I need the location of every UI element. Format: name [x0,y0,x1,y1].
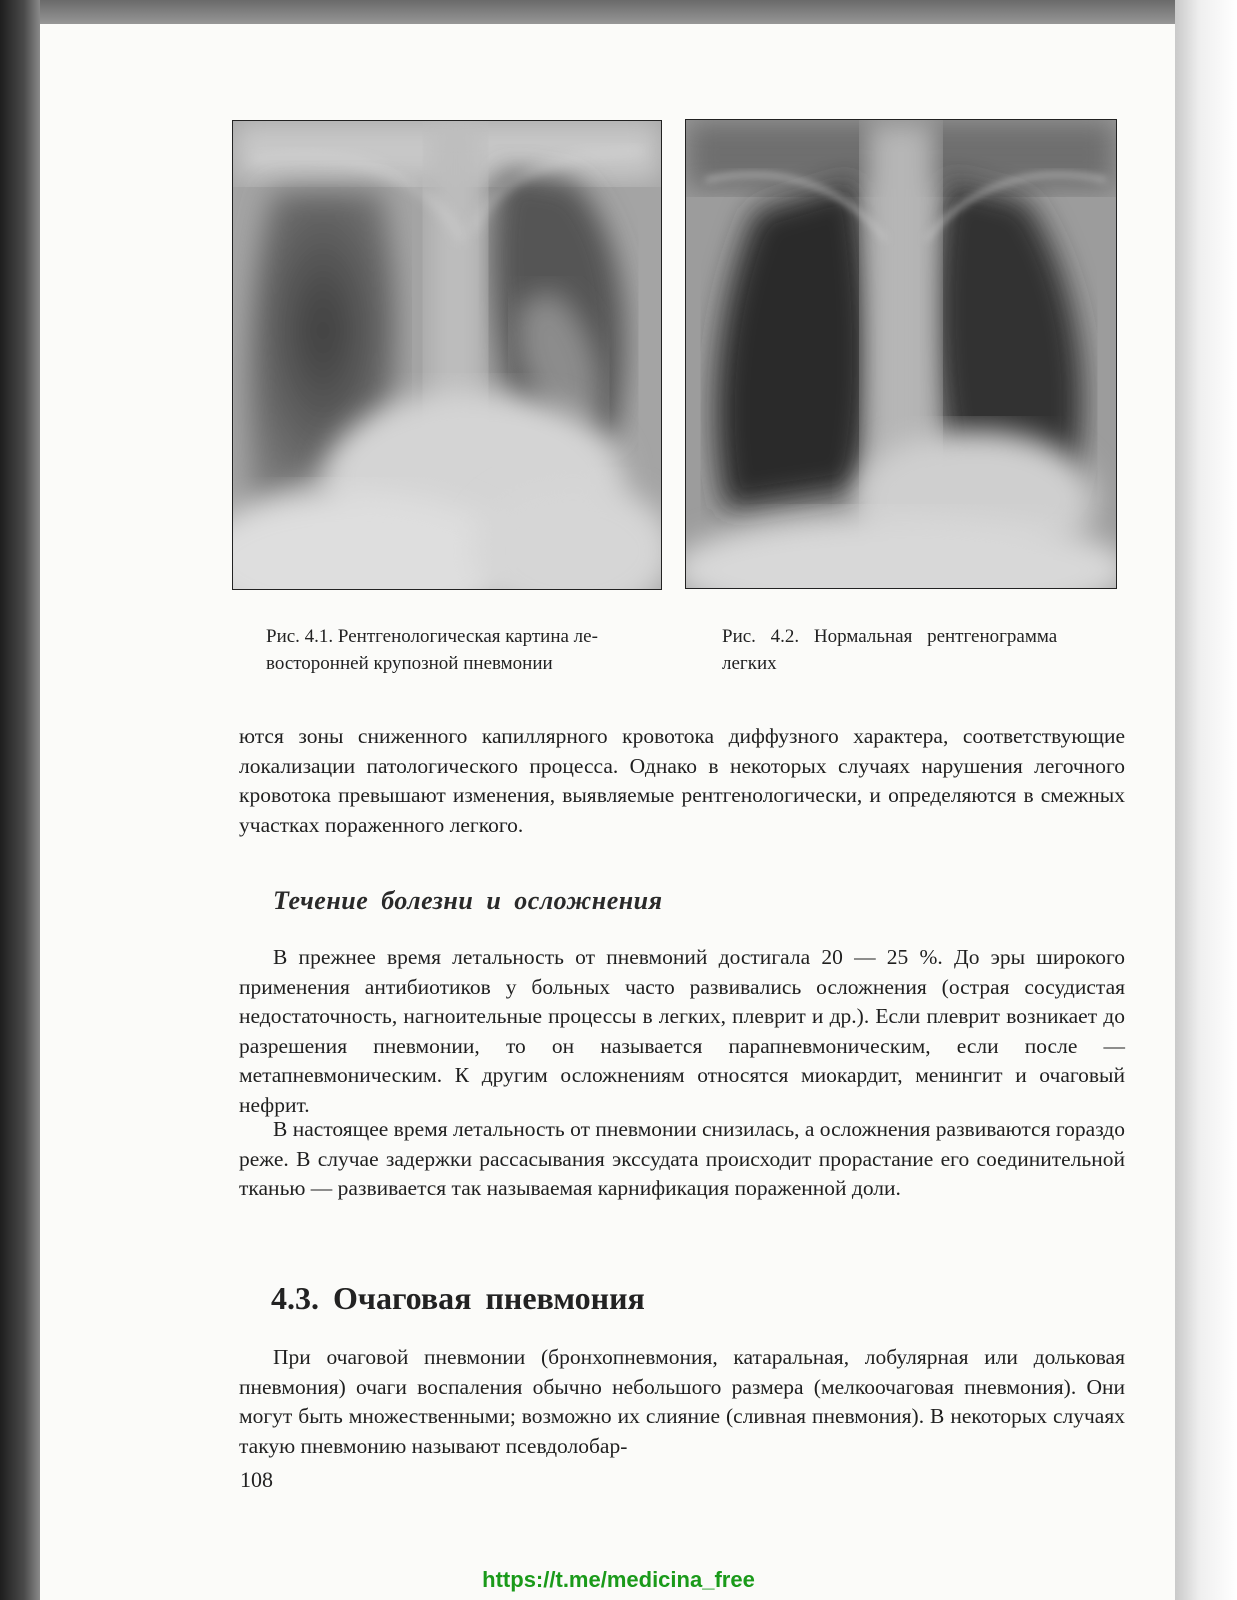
footer-link[interactable]: https://t.me/medicina_free [482,1567,755,1592]
subsection-title: Течение болезни и осложнения [273,886,663,915]
figure-4-2-caption: Рис. 4.2. Нормальная рентгенограмма легких [722,626,1058,674]
figure-4-2-xray-image [685,119,1117,589]
figure-4-1-caption: Рис. 4.1. Рентгенологическая картина ле- восторонней крупозной пневмонии [266,626,598,674]
figure-4-1-xray-image [232,120,662,590]
section-paragraph: При очаговой пневмонии (бронхопневмония, катаральная, лобулярная или дольковая пневмония) очаги воспаления обычно небольшого размера (мелкоочаговая пневмония). Они могут быть множественными; возможно их слияние (сливная пневмония). В некоторых случаях такую пневмонию называют псевдолобар- [239,1345,1125,1458]
subsection-paragraph-1: В прежнее время летальность от пневмоний достигала 20 — 25 %. До эры широкого применения антибиотиков у больных часто развивались осложнения (острая сосудистая недостаточность, нагноительные процессы в легких, плеврит и др.). Если плеврит возникает до разрешения пневмонии, то он называется парапневмоническим, если после — метапневмоническим. К другим осложнениям относятся миокардит, менингит и очаговый нефрит. [239,945,1125,1117]
subsection-paragraph-2: В настоящее время летальность от пневмонии снизилась, а осложнения развиваются гораздо реже. В случае задержки рассасывания экссудата происходит прорастание его соединительной тканью — развивается так называемая карнификация пораженной доли. [239,1117,1125,1200]
scan-top-shadow [0,0,1237,26]
scan-left-shadow [0,0,40,1600]
page-number: 108 [240,1467,273,1492]
section-title: 4.3. Очаговая пневмония [271,1280,645,1316]
intro-paragraph: ются зоны сниженного капиллярного кровотока диффузного характера, соответствующие локализации патологического процесса. Однако в некоторых случаях нарушения легочного кровотока превышают изменения, выявляемые рентгенологически, и определяются в смежных участках пораженного легкого. [239,724,1125,837]
scan-right-shadow [1175,0,1237,1600]
